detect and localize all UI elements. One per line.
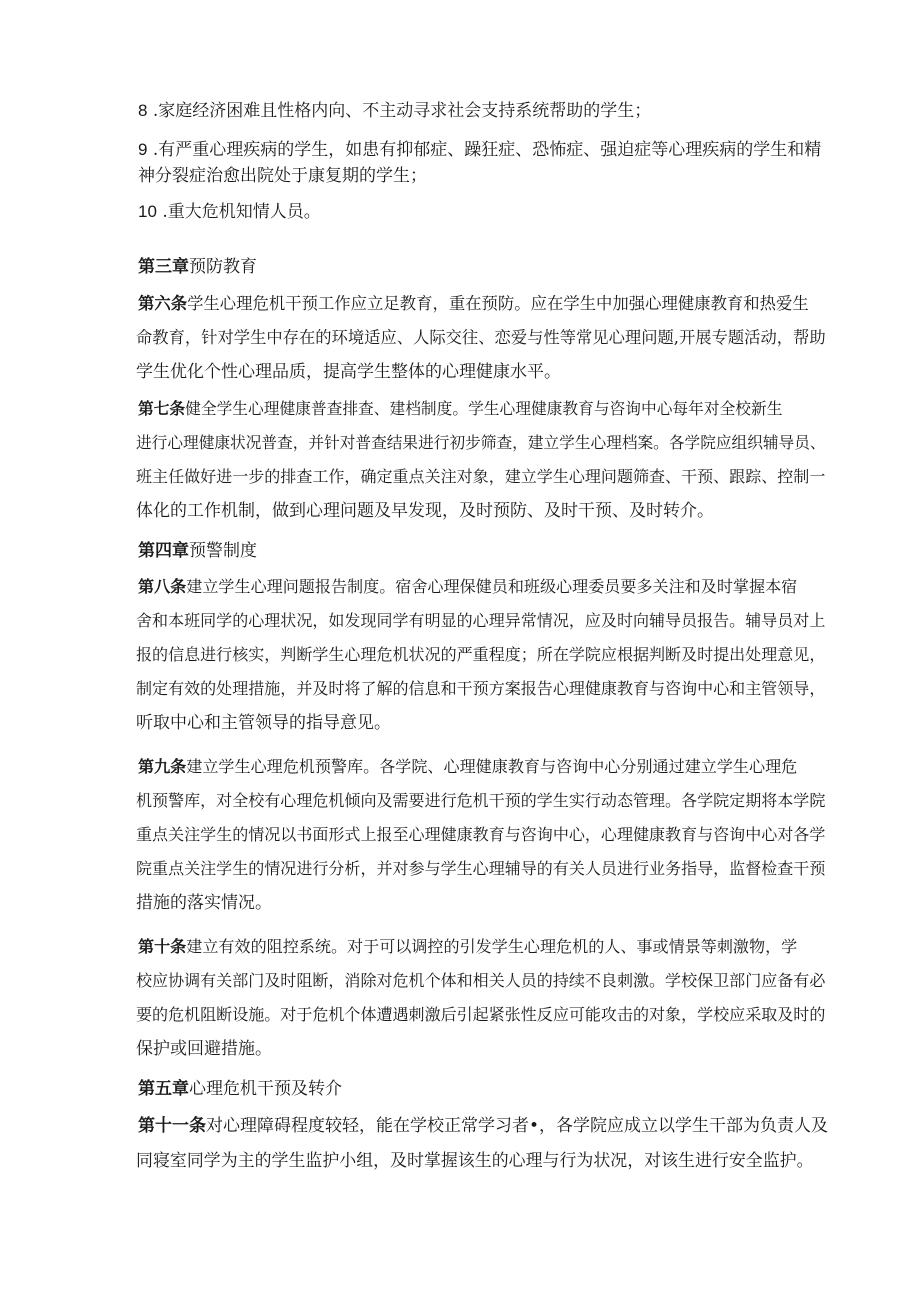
chapter-title: 预警制度 bbox=[189, 541, 257, 561]
article-line bbox=[138, 930, 825, 964]
article-10 bbox=[138, 930, 825, 1066]
article-label: 第十一条 bbox=[138, 1116, 206, 1136]
article-line: 舍和本班同学的心理状况，如发现同学有明显的心理异常情况，应及时向辅导员报告。辅导员对上 bbox=[136, 611, 826, 630]
article-line: 重点关注学生的情况以书面形式上报至心理健康教育与咨询中心，心理健康教育与咨询中心对各学 bbox=[136, 825, 826, 844]
list-item-number: 8 bbox=[138, 101, 148, 120]
article-11 bbox=[138, 1109, 828, 1177]
article-label: 第七条 bbox=[138, 399, 186, 418]
list-item-number: 10 bbox=[138, 202, 157, 221]
article-text: 建立学生心理问题报告制度。宿舍心理保健员和班级心理委员要多关注和及时掌握本宿 bbox=[186, 577, 798, 596]
article-line: 同寝室同学为主的学生监护小组，及时掌握该生的心理与行为状况，对该生进行安全监护。 bbox=[136, 1150, 814, 1170]
article-line bbox=[138, 1109, 828, 1143]
chapter-title: 心理危机干预及转介 bbox=[189, 1079, 342, 1099]
list-item-10 bbox=[138, 195, 321, 229]
chapter-label: 第四章 bbox=[138, 541, 189, 561]
list-item-number: 9 bbox=[138, 140, 148, 159]
article-line: 报的信息进行核实，判断学生心理危机状况的严重程度；所在学院应根据判断及时提出处理意见， bbox=[136, 645, 826, 664]
article-text: 建立学生心理危机预警库。各学院、心理健康教育与咨询中心分别通过建立学生心理危 bbox=[186, 757, 798, 776]
list-item-text: .重大危机知情人员。 bbox=[156, 202, 321, 222]
list-item-text: .有严重心理疾病的学生，如患有抑郁症、躁狂症、恐怖症、强迫症等心理疾病的学生和精 bbox=[147, 140, 822, 160]
article-line: 院重点关注学生的情况进行分析，并对参与学生心理辅导的有关人员进行业务指导，监督检查干预 bbox=[136, 859, 826, 878]
chapter-4-heading bbox=[138, 534, 257, 568]
article-label: 第六条 bbox=[138, 294, 188, 313]
article-text: 对心理障碍程度较轻，能在学校正常学习者•，各学院应成立以学生干部为负责人及 bbox=[206, 1116, 829, 1136]
list-item-9-cont bbox=[138, 159, 427, 193]
article-9 bbox=[138, 750, 825, 920]
article-line: 听取中心和主管领导的指导意见。 bbox=[136, 713, 391, 733]
article-line: 体化的工作机制，做到心理问题及早发现，及时预防、及时干预、及时转介。 bbox=[136, 501, 714, 521]
article-line: 班主任做好进一步的排查工作，确定重点关注对象，建立学生心理问题筛查、干预、跟踪、控制一 bbox=[136, 467, 826, 486]
article-line: 校应协调有关部门及时阻断，消除对危机个体和相关人员的持续不良刺激。学校保卫部门应备有必 bbox=[136, 971, 826, 990]
chapter-3-heading bbox=[138, 250, 257, 284]
article-line bbox=[138, 287, 826, 321]
article-line: 机预警库，对全校有心理危机倾向及需要进行危机干预的学生实行动态管理。各学院定期将本学院 bbox=[136, 791, 826, 810]
article-line bbox=[138, 570, 825, 604]
article-label: 第十条 bbox=[138, 937, 187, 956]
article-line bbox=[138, 750, 825, 784]
article-label: 第九条 bbox=[138, 757, 187, 776]
list-item-8 bbox=[138, 94, 651, 128]
article-6 bbox=[138, 287, 826, 389]
chapter-label: 第五章 bbox=[138, 1079, 189, 1099]
list-item-text: .家庭经济困难且性格内向、不主动寻求社会支持系统帮助的学生； bbox=[147, 101, 652, 121]
article-line: 措施的落实情况。 bbox=[136, 893, 272, 913]
article-label: 第八条 bbox=[138, 577, 187, 596]
chapter-5-heading bbox=[138, 1072, 342, 1106]
article-line: 保护或回避措施。 bbox=[136, 1039, 272, 1059]
article-line: 进行心理健康状况普查，并针对普查结果进行初步筛查，建立学生心理档案。各学院应组织辅导员、 bbox=[136, 433, 826, 452]
article-text: 学生心理危机干预工作应立足教育，重在预防。应在学生中加强心理健康教育和热爱生 bbox=[187, 294, 809, 313]
chapter-title: 预防教育 bbox=[189, 257, 257, 277]
article-line: 制定有效的处理措施，并及时将了解的信息和干预方案报告心理健康教育与咨询中心和主管领导， bbox=[136, 679, 826, 698]
article-line bbox=[138, 392, 826, 426]
chapter-label: 第三章 bbox=[138, 257, 189, 277]
list-item-text: 神分裂症治愈出院处于康复期的学生； bbox=[138, 166, 427, 186]
article-line: 学生优化个性心理品质，提高学生整体的心理健康水平。 bbox=[136, 362, 561, 382]
article-8 bbox=[138, 570, 825, 740]
article-text: 健全学生心理健康普查排查、建档制度。学生心理健康教育与咨询中心每年对全校新生 bbox=[185, 399, 783, 418]
article-text: 建立有效的阻控系统。对于可以调控的引发学生心理危机的人、事或情景等刺激物，学 bbox=[186, 937, 798, 956]
article-line: 命教育，针对学生中存在的环境适应、人际交往、恋爱与性等常见心理问题,开展专题活动，帮助 bbox=[136, 328, 826, 347]
article-line: 要的危机阻断设施。对于危机个体遭遇刺激后引起紧张性反应可能攻击的对象，学校应采取及时的 bbox=[136, 1005, 826, 1024]
article-7 bbox=[138, 392, 826, 528]
